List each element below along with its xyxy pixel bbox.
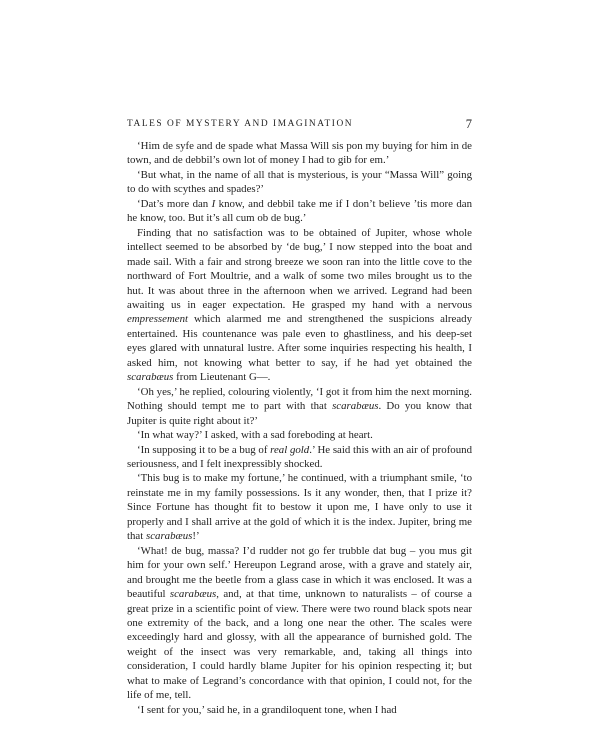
- text-run: ‘Dat’s more dan: [137, 197, 212, 210]
- text-run: ‘What! de bug, massa? I’d rudder not go fer trubble dat bug – you mus git him for your own self.’ Hereupon Legrand arose, with a grave and stately air, and brought me the beetle from a glass case in which it was enclosed. It was a beautiful: [127, 544, 472, 601]
- paragraph: [127, 168, 472, 197]
- text-run: ‘This bug is to make my fortune,’ he continued, with a triumphant smile, ‘to reinstate me in my family possessions. Is it any wonder, then, that I prize it? Since Fortune has thought fit to bestow it upon me, I have only to use it properly and I shall arrive at the gold of which it is the index. Jupiter, bring me that: [127, 472, 472, 543]
- paragraph: [127, 428, 472, 442]
- paragraph: [127, 385, 472, 428]
- italic-text: scarabæus: [145, 530, 193, 543]
- running-head: [127, 119, 472, 135]
- page-number: 7: [465, 117, 472, 131]
- paragraph: [127, 471, 472, 543]
- text-run: know, and debbil take me if I don’t believe ’tis more dan he know, too. But it’s all cum ob de bug.’: [127, 197, 472, 225]
- italic-text: scarabæus: [169, 588, 217, 601]
- italic-text: real gold: [270, 443, 310, 456]
- body-text: [127, 139, 472, 717]
- text-run: which alarmed me and strengthened the suspicions already entertained. His countenance was pale even to ghastliness, and his deep-set eyes glared with unnatural lustre. After some inquiries respecting his health, I asked him, not knowing what better to say, if he had yet obtained the: [127, 313, 472, 369]
- italic-text: scarabæus: [332, 400, 379, 413]
- text-run: ‘Him de syfe and de spade what Massa Will sis pon my buying for him in de town, and de debbil’s own lot of money I had to gib for em.’: [127, 140, 472, 167]
- text-run: ‘In what way?’ I asked, with a sad foreboding at heart.: [137, 429, 373, 442]
- text-run: ‘Oh yes,’ he replied, colouring violently, ‘I got it from him the next morning. Nothing should tempt me to part with that: [127, 385, 472, 413]
- text-run: from Lieutenant G—.: [173, 371, 271, 384]
- paragraph: [127, 197, 472, 226]
- paragraph: [127, 443, 472, 472]
- text-run: !’: [192, 530, 200, 543]
- text-run: .’ He said this with an air of profound seriousness, and I felt inexpressibly shocked.: [127, 443, 472, 470]
- text-run: ‘I sent for you,’ said he, in a grandiloquent tone, when I had: [137, 703, 397, 716]
- italic-text: I: [211, 197, 216, 210]
- italic-text: empressement: [127, 313, 189, 326]
- text-run: , and, at that time, unknown to naturalists – of course a great prize in a scientific point of view. There were two round black spots near one extremity of the back, and a long one near the other. The scales were exceedingly hard and glossy, with all the appearance of burnished gold. The weight of the insect was very remarkable, and, taking all things into consideration, I could hardly blame Jupiter for his opinion respecting it; but what to make of Legrand’s concordance with that opinion, I could not, for the life of me, tell.: [127, 588, 472, 702]
- paragraph: [127, 139, 472, 168]
- paragraph: [127, 544, 472, 703]
- running-title: TALES OF MYSTERY AND IMAGINATION: [127, 119, 354, 129]
- text-run: ‘In supposing it to be a bug of: [137, 443, 271, 456]
- text-run: Finding that no satisfaction was to be obtained of Jupiter, whose whole intellect seemed to be absorbed by ‘de bug,’ I now stepped into the boat and made sail. With a fair and strong breeze we soon ran into the little cove to the northward of Fort Moultrie, and a walk of some two miles brought us to the hut. It was about three in the afternoon when we arrived. Legrand had been awaiting us in eager expectation. He grasped my hand with a nervous: [127, 226, 472, 311]
- italic-text: scarabæus: [127, 371, 174, 384]
- text-run: ‘But what, in the name of all that is mysterious, is your “Massa Will” going to do with scythes and spades?’: [127, 168, 472, 196]
- text-run: . Do you know that Jupiter is quite right about it?’: [127, 400, 472, 427]
- paragraph: [127, 703, 472, 717]
- paragraph: [127, 226, 472, 385]
